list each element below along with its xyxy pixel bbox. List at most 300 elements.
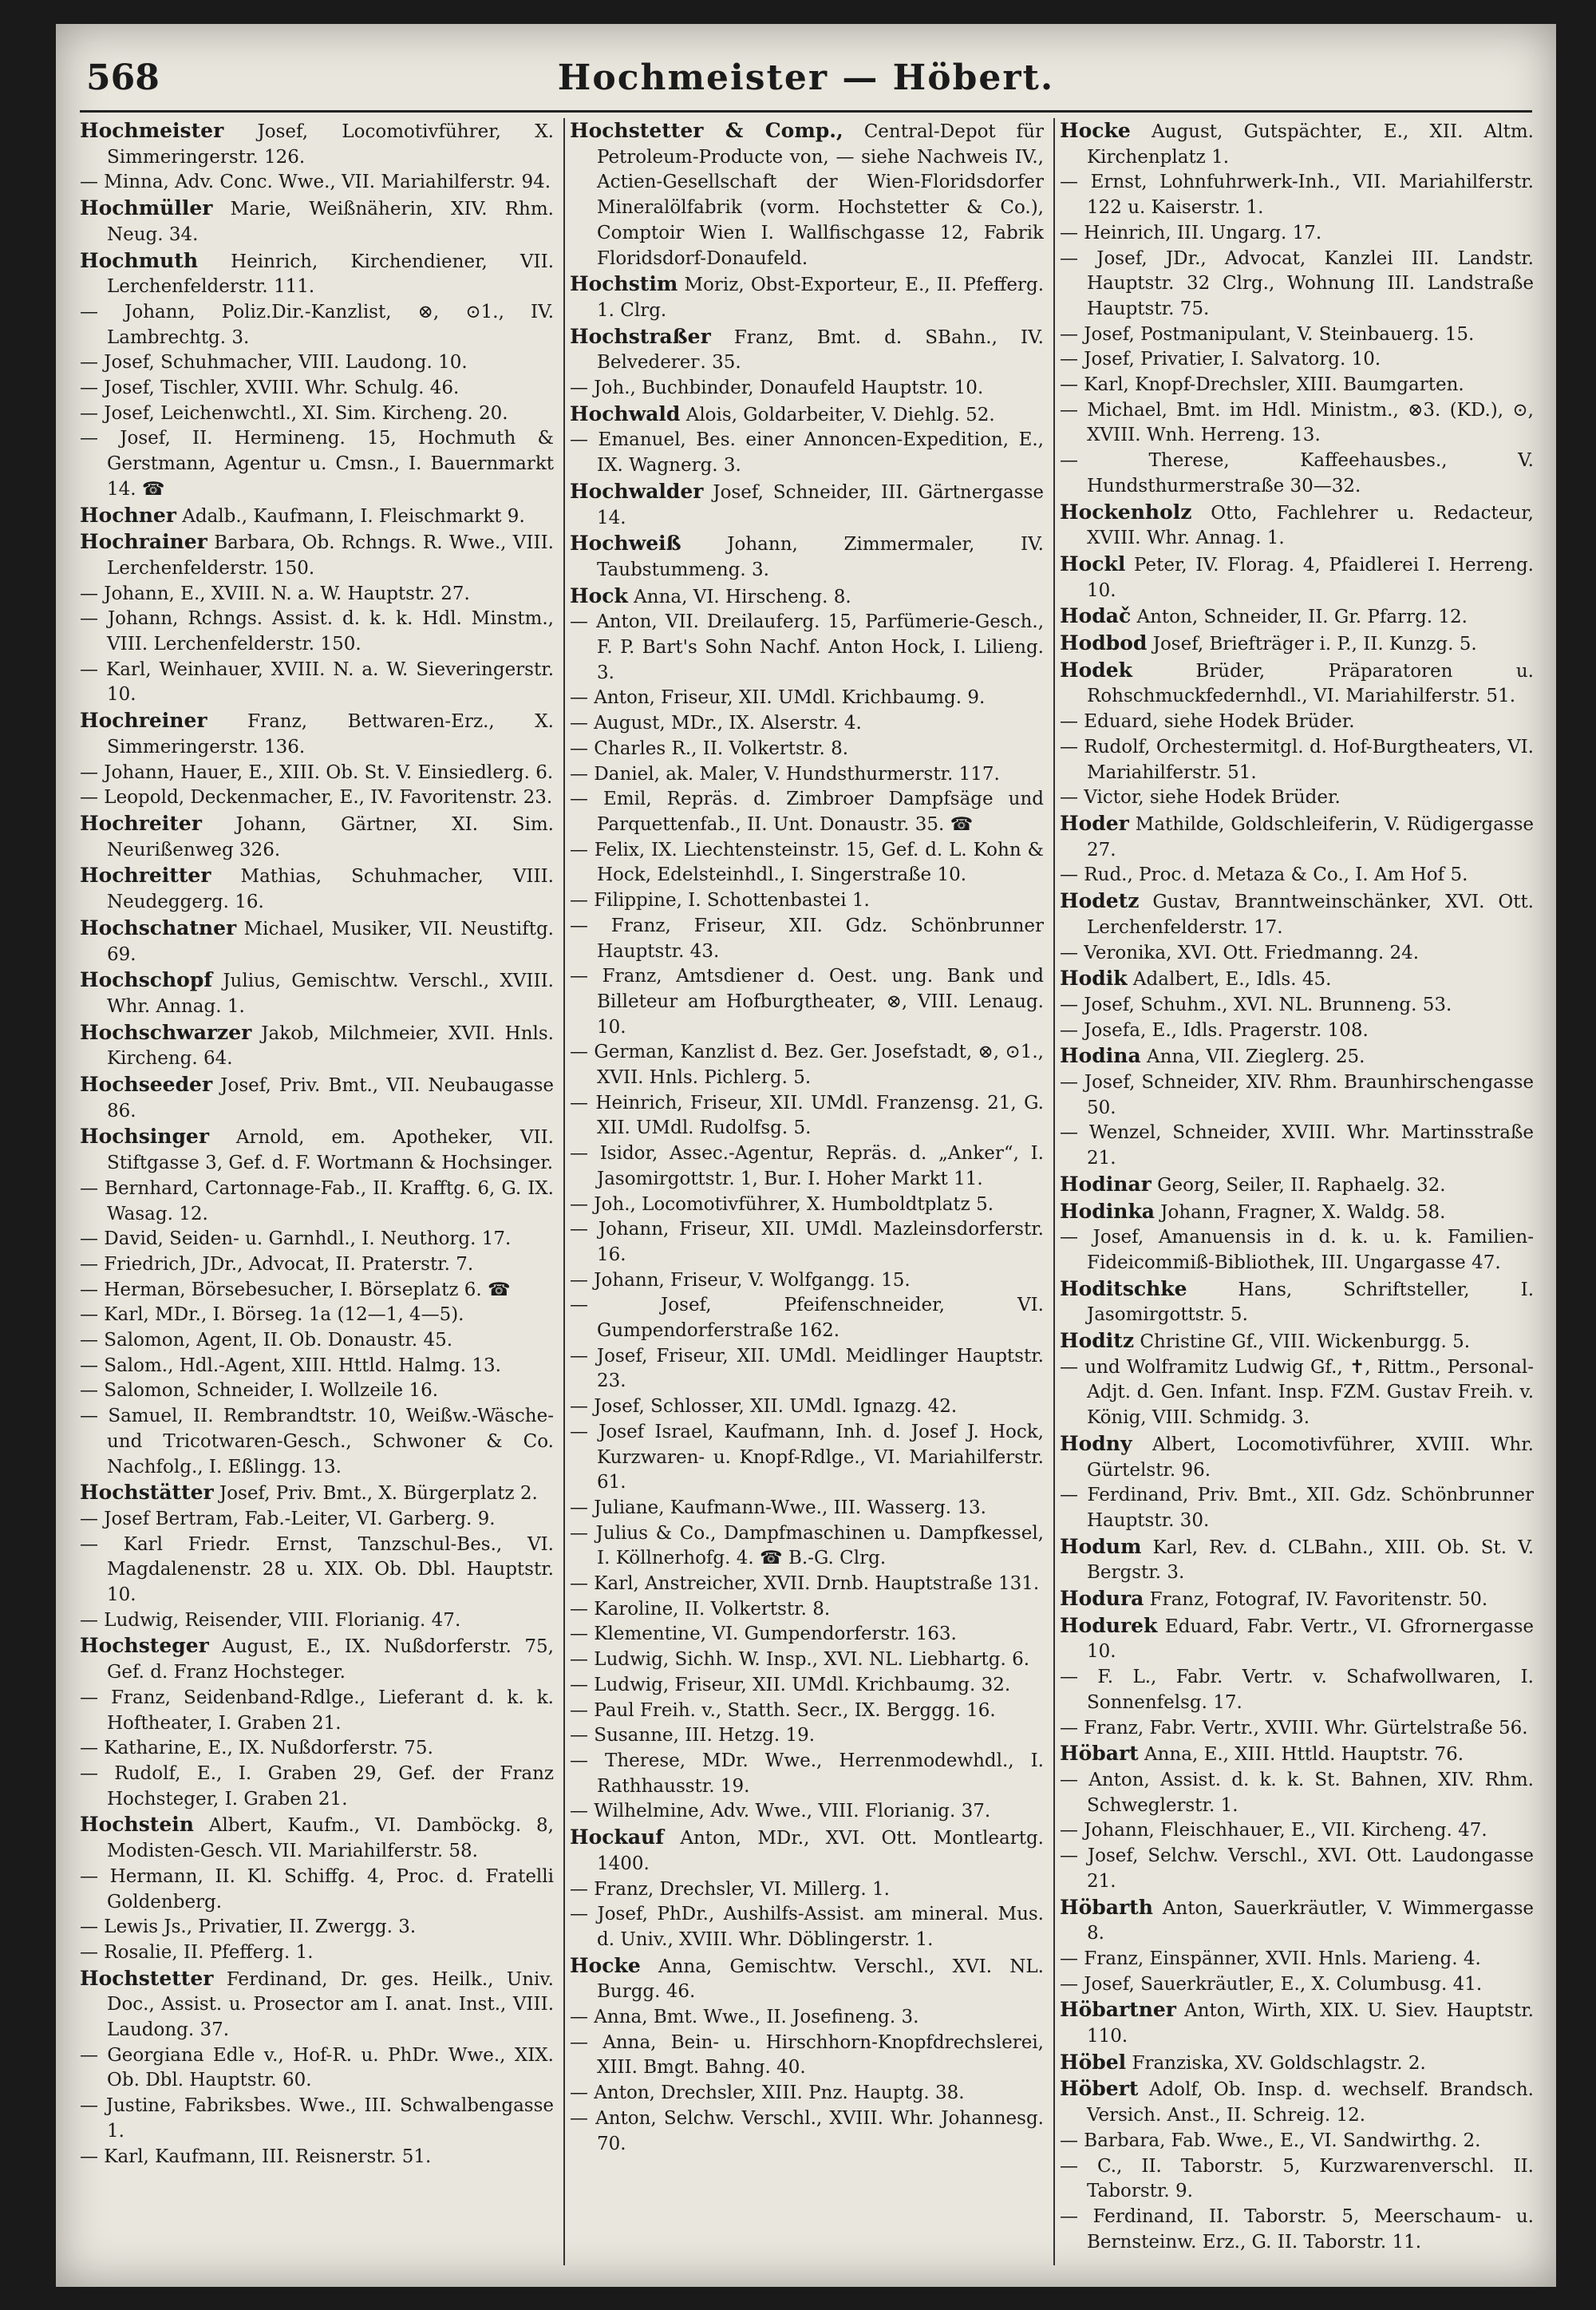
directory-entry — [1060, 993, 1534, 1019]
entry-surname: Höbert — [1060, 2077, 1139, 2101]
directory-entry — [570, 1040, 1044, 1090]
directory-entry — [1060, 710, 1534, 735]
directory-entry — [570, 1673, 1044, 1699]
entry-text: — Anton, Selchw. Verschl., XVIII. Whr. Johannesg. 70. — [570, 2107, 1044, 2154]
entry-surname: Hodina — [1060, 1044, 1141, 1068]
entry-surname: Hochschatner — [80, 916, 237, 939]
entry-text: — Anton, Assist. d. k. k. St. Bahnen, XIV. Rhm. Schweglerstr. 1. — [1060, 1770, 1534, 1816]
directory-entry — [1060, 1947, 1534, 1972]
entry-text: Albert, Kaufm., VI. Damböckg. 8, Modisten-Gesch. VII. Mariahilferstr. 58. — [107, 1815, 554, 1862]
directory-entry — [1060, 658, 1534, 710]
entry-surname: Hochweiß — [570, 532, 681, 556]
entry-surname: Hochner — [80, 503, 176, 527]
entry-text: Franziska, XV. Goldschlagstr. 2. — [1126, 2052, 1426, 2074]
entry-text: Heinrich, Kirchendiener, VII. Lerchenfelderstr. 111. — [107, 251, 554, 298]
directory-entry — [1060, 118, 1534, 170]
entry-text: — Josef, Friseur, XII. UMdl. Meidlinger Hauptstr. 23. — [570, 1345, 1044, 1392]
directory-entry — [1060, 631, 1534, 658]
directory-entry — [1060, 1483, 1534, 1533]
directory-entry — [570, 1647, 1044, 1673]
directory-entry — [1060, 941, 1534, 967]
entry-text: — Josef, Sauerkräutler, E., X. Columbusg. 41. — [1060, 1973, 1483, 1995]
entry-text: Christine Gf., VIII. Wickenburgg. 5. — [1134, 1331, 1471, 1353]
entry-text: — Julius & Co., Dampfmaschinen u. Dampfkessel, I. Köllnerhofg. 4. ☎ B.-G. Clrg. — [570, 1522, 1044, 1569]
entry-text: — Daniel, ak. Maler, V. Hundsthurmerstr. 117. — [570, 763, 1000, 785]
directory-entry — [80, 916, 554, 967]
directory-entry — [570, 762, 1044, 788]
directory-entry — [80, 1507, 554, 1533]
entry-text: — Katharine, E., IX. Nußdorferstr. 75. — [80, 1738, 433, 1759]
entry-text: Anna, VII. Zieglerg. 25. — [1140, 1046, 1365, 1068]
entry-text: — Johann, Hauer, E., XIII. Ob. St. V. Einsiedlerg. 6. — [80, 761, 554, 783]
entry-surname: Hochstetter & Comp., — [570, 119, 843, 142]
entry-text: — Josef, II. Hermineng. 15, Hochmuth & Gerstmann, Agentur u. Cmsn., I. Bauernmarkt 14. ☎ — [80, 428, 554, 500]
entry-text: Hans, Schriftsteller, I. Jasomirgottstr. 5. — [1087, 1279, 1534, 1326]
entry-surname: Hochstetter — [80, 1966, 214, 1990]
directory-entry — [1060, 2129, 1534, 2154]
directory-entry — [1060, 1199, 1534, 1226]
entry-text: Arnold, em. Apotheker, VII. Stiftgasse 3, Gef. d. F. Wortmann & Hochsinger. — [107, 1127, 554, 1174]
entry-text: August, Gutspächter, E., XII. Altm. Kirchenplatz 1. — [1087, 121, 1534, 168]
directory-entry — [1060, 322, 1534, 348]
entry-text: — Rudolf, E., I. Graben 29, Gef. der Franz Hochsteger, I. Graben 21. — [80, 1763, 554, 1810]
entry-text: — Anton, VII. Dreilauferg. 15, Parfümerie-Gesch., F. P. Bart's Sohn Nachf. Anton Hock, I. Lilieng. 3. — [570, 611, 1044, 683]
entry-text: — Ferdinand, II. Taborstr. 5, Meerschaum- u. Bernsteinw. Erz., G. II. Taborstr. 11. — [1060, 2205, 1534, 2253]
directory-entry — [570, 1193, 1044, 1218]
directory-entry — [80, 863, 554, 915]
entry-surname: Hock — [570, 583, 628, 607]
directory-entry — [80, 1124, 554, 1176]
column-1 — [80, 118, 554, 2265]
entry-surname: Hochschopf — [80, 968, 213, 992]
entry-text: — August, MDr., IX. Alserstr. 4. — [570, 713, 862, 734]
entry-surname: Hodinar — [1060, 1172, 1152, 1196]
directory-entry — [80, 1915, 554, 1940]
entry-text: — Ernst, Lohnfuhrwerk-Inh., VII. Mariahilferstr. 122 u. Kaiserstr. 1. — [1060, 172, 1534, 219]
entry-text: — Johann, Rchngs. Assist. d. k. k. Hdl. Minstm., VIII. Lerchenfelderstr. 150. — [80, 608, 554, 655]
directory-entry — [80, 1378, 554, 1404]
entry-text: — Karl, Knopf-Drechsler, XIII. Baumgarten. — [1060, 374, 1464, 396]
entry-text: Anton, Wirth, XIX. U. Siev. Hauptstr. 110. — [1087, 2000, 1534, 2047]
directory-entry — [80, 1736, 554, 1762]
entry-surname: Hodny — [1060, 1431, 1132, 1455]
entry-text: Georg, Seiler, II. Raphaelg. 32. — [1151, 1174, 1446, 1196]
directory-entry — [1060, 1121, 1534, 1171]
directory-entry — [80, 376, 554, 401]
entry-text: — Ludwig, Sichh. W. Insp., XVI. NL. Liebhartg. 6. — [570, 1649, 1030, 1671]
entry-text: — Anna, Bmt. Wwe., II. Josefineng. 3. — [570, 2007, 919, 2028]
entry-text: — Juliane, Kaufmann-Wwe., III. Wasserg. 13. — [570, 1497, 986, 1518]
directory-entry — [1060, 2205, 1534, 2255]
directory-entry — [80, 811, 554, 863]
entry-text: Gustav, Branntweinschänker, XVI. Ott. Lerchenfelderstr. 17. — [1087, 892, 1534, 938]
entry-text: — Susanne, III. Hetzg. 19. — [570, 1725, 816, 1746]
entry-text: Adalbert, E., Idls. 45. — [1127, 969, 1332, 991]
directory-entry — [80, 1762, 554, 1812]
entry-text: — Joh., Buchbinder, Donaufeld Hauptstr. 10. — [570, 378, 984, 399]
entry-surname: Hockenholz — [1060, 500, 1192, 524]
directory-entry — [80, 1252, 554, 1278]
entry-text: Julius, Gemischtw. Verschl., XVIII. Whr. Annag. 1. — [107, 971, 554, 1017]
directory-entry — [80, 401, 554, 427]
entry-text: — Josef, Tischler, XVIII. Whr. Schulg. 46. — [80, 378, 460, 399]
entry-surname: Hochreiter — [80, 811, 202, 835]
entry-text: — Franz, Seidenband-Rdlge., Lieferant d. k. k. Hoftheater, I. Graben 21. — [80, 1687, 554, 1734]
directory-entry — [1060, 221, 1534, 247]
directory-entry — [570, 531, 1044, 583]
directory-entry — [570, 583, 1044, 611]
directory-entry — [80, 196, 554, 247]
entry-text: Johann, Gärtner, XI. Sim. Neurißenweg 326. — [107, 813, 554, 860]
entry-text: Anton, Sauerkräutler, V. Wimmergasse 8. — [1087, 1897, 1534, 1944]
directory-entry — [1060, 2050, 1534, 2077]
entry-text: Josef, Schneider, III. Gärtnergasse 14. — [597, 481, 1044, 528]
entry-text: — Therese, Kaffeehausbes., V. Hundsthurmerstraße 30—32. — [1060, 450, 1534, 496]
directory-entry — [80, 1480, 554, 1507]
directory-entry — [80, 300, 554, 350]
header-rule — [80, 110, 1532, 113]
entry-text: Michael, Musiker, VII. Neustiftg. 69. — [107, 918, 554, 965]
entry-text: — Isidor, Assec.-Agentur, Repräs. d. „Anker“, I. Jasomirgottstr. 1, Bur. I. Hoher Markt 11. — [570, 1143, 1044, 1189]
directory-entry — [1060, 785, 1534, 811]
entry-text: Ferdinand, Dr. ges. Heilk., Univ. Doc., Assist. u. Prosector am I. anat. Inst., VIII. Laudong. 37. — [107, 1968, 554, 2041]
entry-text: Eduard, Fabr. Vertr., VI. Gfrornergasse 10. — [1087, 1616, 1534, 1663]
directory-entry — [570, 479, 1044, 531]
directory-entry — [80, 607, 554, 657]
directory-entry — [80, 2043, 554, 2094]
directory-entry — [80, 1303, 554, 1328]
directory-entry — [570, 1953, 1044, 2005]
entry-surname: Hochstim — [570, 272, 678, 296]
directory-entry — [80, 248, 554, 300]
entry-surname: Hodač — [1060, 604, 1132, 628]
entry-text: — Salom., Hdl.-Agent, XIII. Httld. Halmg. 13. — [80, 1355, 501, 1376]
entry-text: — Salomon, Schneider, I. Wollzeile 16. — [80, 1380, 439, 1402]
entry-surname: Hoditz — [1060, 1329, 1135, 1353]
entry-text: Anton, Schneider, II. Gr. Pfarrg. 12. — [1131, 607, 1468, 628]
directory-entry — [80, 350, 554, 376]
entry-text: — Josef, Schuhmacher, VIII. Laudong. 10. — [80, 352, 468, 374]
entry-text: — Wenzel, Schneider, XVIII. Whr. Martinsstraße 21. — [1060, 1122, 1534, 1169]
entry-text: — Hermann, II. Kl. Schiffg. 4, Proc. d. Fratelli Goldenberg. — [80, 1865, 554, 1912]
entry-text: Josef, Locomotivführer, X. Simmeringerstr. 126. — [107, 121, 554, 168]
column-divider — [1053, 118, 1055, 2265]
entry-text: — Franz, Friseur, XII. Gdz. Schönbrunner Hauptstr. 43. — [570, 915, 1044, 962]
entry-text: Brüder, Präparatoren u. Rohschmuckfedernhdl., VI. Mariahilferstr. 51. — [1087, 660, 1534, 707]
entry-text: Albert, Locomotivführer, XVIII. Whr. Gürtelstr. 96. — [1087, 1434, 1534, 1481]
entry-text: — Rosalie, II. Pfefferg. 1. — [80, 1941, 314, 1963]
entry-text: — Josef, PhDr., Aushilfs-Assist. am mineral. Mus. d. Univ., XVIII. Whr. Döblingerstr. 1. — [570, 1904, 1044, 1950]
directory-entry — [1060, 1895, 1534, 1947]
entry-text: — Josef, Schuhm., XVI. NL. Brunneng. 53. — [1060, 994, 1452, 1015]
directory-entry — [1060, 1070, 1534, 1121]
directory-entry — [1060, 1818, 1534, 1844]
entry-text: — Emil, Repräs. d. Zimbroer Dampfsäge und Parquettenfab., II. Unt. Donaustr. 35. ☎ — [570, 789, 1044, 835]
directory-entry — [1060, 1665, 1534, 1715]
entry-surname: Hochreiner — [80, 709, 207, 733]
directory-entry — [80, 1608, 554, 1634]
directory-entry — [570, 686, 1044, 711]
directory-entry — [1060, 552, 1534, 603]
page-title: Hochmeister — Höbert. — [557, 57, 1055, 98]
directory-entry — [80, 785, 554, 811]
directory-entry — [80, 1072, 554, 1124]
entry-text: — Josef Israel, Kaufmann, Inh. d. Josef J. Hock, Kurzwaren- u. Knopf-Rdlge., VI. Mariahilferstr. 61. — [570, 1421, 1044, 1493]
directory-entry — [570, 1902, 1044, 1952]
directory-entry — [1060, 1172, 1534, 1199]
directory-entry — [570, 1091, 1044, 1141]
entry-text: — Herman, Börsebesucher, I. Börseplatz 6. ☎ — [80, 1279, 511, 1300]
directory-entry — [570, 2005, 1044, 2031]
entry-text: Josef, Priv. Bmt., X. Bürgerplatz 2. — [213, 1483, 538, 1505]
entry-text: — Wilhelmine, Adv. Wwe., VIII. Florianig. 37. — [570, 1801, 991, 1822]
directory-entry — [570, 1597, 1044, 1623]
directory-entry — [570, 1799, 1044, 1825]
entry-surname: Höbel — [1060, 2050, 1127, 2074]
entry-surname: Hochstätter — [80, 1481, 214, 1505]
entry-text: — Heinrich, Friseur, XII. UMdl. Franzensg. 21, G. XII. UMdl. Rudolfsg. 5. — [570, 1092, 1044, 1139]
entry-surname: Hochmuth — [80, 248, 199, 272]
entry-text: — Veronika, XVI. Ott. Friedmanng. 24. — [1060, 942, 1420, 963]
directory-entry — [570, 964, 1044, 1040]
directory-entry — [80, 708, 554, 760]
entry-surname: Hodek — [1060, 658, 1133, 682]
entry-text: Josef, Priv. Bmt., VII. Neubaugasse 86. — [107, 1075, 554, 1121]
entry-surname: Hochsteger — [80, 1634, 209, 1658]
entry-text: — Johann, Poliz.Dir.-Kanzlist, ⊗, ⊙1., IV. Lambrechtg. 3. — [80, 301, 554, 348]
entry-text: — Josef, Amanuensis in d. k. u. k. Familien-Fideicommiß-Bibliothek, III. Ungargasse 47. — [1060, 1227, 1534, 1273]
directory-entry — [1060, 373, 1534, 398]
entry-text: — Johann, Fleischhauer, E., VII. Kircheng. 47. — [1060, 1820, 1487, 1841]
entry-text: Adalb., Kaufmann, I. Fleischmarkt 9. — [176, 505, 525, 527]
entry-text: — Franz, Fabr. Vertr., XVIII. Whr. Gürtelstraße 56. — [1060, 1717, 1528, 1738]
entry-text: Anna, Gemischtw. Verschl., XVI. NL. Burgg. 46. — [597, 1956, 1044, 2003]
directory-entry — [1060, 1276, 1534, 1328]
entry-surname: Hochmeister — [80, 119, 224, 142]
entry-surname: Höbart — [1060, 1742, 1139, 1766]
directory-entry — [80, 529, 554, 581]
directory-entry — [570, 1877, 1044, 1903]
entry-surname: Höbartner — [1060, 1998, 1176, 2022]
column-3 — [1060, 118, 1534, 2265]
directory-entry — [1060, 1019, 1534, 1044]
entry-text: — Bernhard, Cartonnage-Fab., II. Krafftg. 6, G. IX. Wasag. 12. — [80, 1177, 554, 1224]
entry-text: — Josef, Postmanipulant, V. Steinbauerg. 15. — [1060, 323, 1475, 345]
directory-entry — [1060, 888, 1534, 940]
entry-text: — David, Seiden- u. Garnhdl., I. Neuthorg. 17. — [80, 1228, 512, 1250]
entry-text: — Anton, Drechsler, XIII. Pnz. Hauptg. 38. — [570, 2083, 965, 2104]
directory-entry — [1060, 966, 1534, 993]
entry-text: — Felix, IX. Liechtensteinstr. 15, Gef. d. L. Kohn & Hock, Edelsteinhdl., I. Singerstraße 10. — [570, 839, 1044, 886]
entry-text: — Barbara, Fab. Wwe., E., VI. Sandwirthg. 2. — [1060, 2130, 1481, 2151]
directory-entry — [80, 761, 554, 786]
directory-entry — [1060, 2154, 1534, 2205]
column-2 — [570, 118, 1044, 2265]
directory-entry — [80, 1227, 554, 1252]
directory-entry — [80, 1354, 554, 1379]
directory-entry — [80, 426, 554, 502]
directory-entry — [80, 1966, 554, 2043]
entry-surname: Hochrainer — [80, 530, 207, 554]
directory-entry — [1060, 500, 1534, 552]
entry-text: — German, Kanzlist d. Bez. Ger. Josefstadt, ⊗, ⊙1., XVII. Hnls. Pichlerg. 5. — [570, 1042, 1044, 1089]
entry-surname: Hocke — [1060, 119, 1131, 142]
directory-entry — [1060, 247, 1534, 322]
entry-text: — Josef Bertram, Fab.-Leiter, VI. Garberg. 9. — [80, 1508, 496, 1529]
directory-entry — [80, 1278, 554, 1303]
entry-surname: Hochsinger — [80, 1125, 209, 1149]
directory-entry — [570, 1293, 1044, 1343]
directory-entry — [80, 1686, 554, 1736]
entry-text: — Karl, Weinhauer, XVIII. N. a. W. Sieveringerstr. 10. — [80, 659, 554, 706]
directory-entry — [570, 711, 1044, 737]
directory-entry — [1060, 1225, 1534, 1276]
entry-surname: Hodurek — [1060, 1613, 1158, 1637]
directory-entry — [1060, 1355, 1534, 1431]
entry-text: Marie, Weißnäherin, XIV. Rhm. Neug. 34. — [107, 199, 554, 245]
directory-entry — [80, 2145, 554, 2170]
directory-entry — [1060, 863, 1534, 888]
directory-entry — [80, 658, 554, 708]
directory-entry — [80, 582, 554, 607]
entry-surname: Hochreitter — [80, 864, 211, 888]
entry-surname: Hodbod — [1060, 631, 1148, 655]
entry-text: — Paul Freih. v., Statth. Secr., IX. Berggg. 16. — [570, 1699, 996, 1721]
entry-text: August, E., IX. Nußdorferstr. 75, Gef. d. Franz Hochsteger. — [107, 1636, 554, 1683]
directory-entry — [80, 1533, 554, 1608]
entry-text: — Josef, JDr., Advocat, Kanzlei III. Landstr. Hauptstr. 32 Clrg., Wohnung III. Landstraße Hauptstr. 75. — [1060, 247, 1534, 319]
entry-text: Anna, E., XIII. Httld. Hauptstr. 76. — [1138, 1744, 1464, 1766]
entry-surname: Hochwalder — [570, 479, 704, 503]
directory-entry — [570, 1217, 1044, 1268]
entry-text: Central-Depot für Petroleum-Producte von, — siehe Nachweis IV., Actien-Gesellschaft der Wien-Floridsdorfer Mineralölfabrik (vorm. Hochstetter & Co.), Comptoir Wien I. Wallfischgasse 12, Fabrik Floridsdorf-Donaufeld. — [597, 121, 1044, 269]
directory-entry — [80, 1020, 554, 1072]
entry-text: — Franz, Drechsler, VI. Millerg. 1. — [570, 1878, 890, 1900]
directory-entry — [80, 967, 554, 1019]
entry-text: — Karl, Kaufmann, III. Reisnerstr. 51. — [80, 2146, 432, 2167]
entry-text: — Josef, Schlosser, XII. UMdl. Ignazg. 42. — [570, 1396, 958, 1418]
entry-text: Franz, Bmt. d. SBahn., IV. Belvederег. 35. — [597, 326, 1044, 374]
directory-entry — [1060, 398, 1534, 449]
directory-entry — [1060, 1844, 1534, 1894]
entry-text: — Johann, E., XVIII. N. a. W. Hauptstr. 27. — [80, 583, 470, 604]
entry-text: — Josef, Selchw. Verschl., XVI. Ott. Laudongasse 21. — [1060, 1845, 1534, 1892]
directory-entry — [1060, 1431, 1534, 1483]
entry-text: — Rud., Proc. d. Metaza & Co., I. Am Hof 5. — [1060, 864, 1468, 886]
entry-surname: Hodura — [1060, 1587, 1144, 1611]
entry-surname: Hochwald — [570, 401, 681, 425]
directory-entry — [1060, 1613, 1534, 1665]
entry-text: — Emanuel, Bes. einer Annoncen-Expedition, E., IX. Wagnerg. 3. — [570, 429, 1044, 477]
directory-entry — [80, 1865, 554, 1915]
directory-entry — [570, 1572, 1044, 1597]
directory-entry — [80, 170, 554, 196]
directory-entry — [570, 1622, 1044, 1647]
directory-entry — [1060, 449, 1534, 499]
page-number: 568 — [86, 57, 160, 98]
entry-text: Otto, Fachlehrer u. Redacteur, XVIII. Whr. Annag. 1. — [1087, 502, 1534, 549]
directory-entry — [570, 1496, 1044, 1521]
entry-surname: Hochschwarzer — [80, 1020, 252, 1044]
entry-text: — Karl Friedr. Ernst, Tanzschul-Bes., VI. Magdalenenstr. 28 u. XIX. Ob. Dbl. Hauptstr. 10. — [80, 1533, 554, 1606]
entry-text: — Johann, Friseur, XII. UMdl. Mazleinsdorferstr. 16. — [570, 1219, 1044, 1265]
entry-text: — Anna, Bein- u. Hirschhorn-Knopfdrechslerei, XIII. Bmgt. Bahng. 40. — [570, 2031, 1044, 2079]
entry-text: Franz, Fotograf, IV. Favoritenstr. 50. — [1144, 1589, 1488, 1611]
column-divider — [563, 118, 565, 2265]
directory-entry — [1060, 1997, 1534, 2049]
entry-text: Anna, VI. Hirscheng. 8. — [627, 586, 851, 607]
directory-entry — [1060, 603, 1534, 631]
directory-entry — [570, 2031, 1044, 2081]
entry-text: — Salomon, Agent, II. Ob. Donaustr. 45. — [80, 1330, 453, 1351]
directory-entry — [570, 2081, 1044, 2106]
entry-text: — Joh., Locomotivführer, X. Humboldtplatz 5. — [570, 1193, 994, 1215]
entry-text: — Ludwig, Friseur, XII. UMdl. Krichbaumg. 32. — [570, 1674, 1011, 1695]
entry-text: — Johann, Friseur, V. Wolfgangg. 15. — [570, 1269, 911, 1291]
entry-text: — C., II. Taborstr. 5, Kurzwarenverschl. II. Taborstr. 9. — [1060, 2155, 1534, 2202]
directory-entry — [570, 1344, 1044, 1394]
directory-entry — [570, 1749, 1044, 1799]
entry-text: Barbara, Ob. Rchngs. R. Wwe., VIII. Lerchenfelderstr. 150. — [107, 532, 554, 579]
directory-entry — [80, 503, 554, 530]
entry-text: — Josef, Pfeifenschneider, VI. Gumpendorferstraße 162. — [570, 1295, 1044, 1342]
entry-surname: Hoder — [1060, 811, 1129, 835]
entry-surname: Hodetz — [1060, 889, 1140, 913]
directory-page — [56, 24, 1556, 2287]
entry-text: — Ludwig, Reisender, VIII. Florianig. 47. — [80, 1609, 461, 1631]
directory-entry — [570, 787, 1044, 837]
directory-entry — [80, 1633, 554, 1685]
entry-text: — Josefa, E., Idls. Pragerstr. 108. — [1060, 1019, 1369, 1041]
directory-entry — [570, 428, 1044, 478]
entry-text: — Victor, siehe Hodek Brüder. — [1060, 787, 1341, 809]
entry-text: — Samuel, II. Rembrandtstr. 10, Weißw.-Wäsche- und Tricotwaren-Gesch., Schwoner & Co. Nachfolg., I. Eßlingg. 13. — [80, 1406, 554, 1477]
directory-entry — [570, 1268, 1044, 1294]
directory-entry — [1060, 1534, 1534, 1586]
entry-text: — Franz, Amtsdiener d. Oest. ung. Bank und Billeteur am Hofburgtheater, ⊗, VIII. Lenaug. 10. — [570, 966, 1044, 1038]
entry-text: — Karl, MDr., I. Börseg. 1a (12—1, 4—5). — [80, 1304, 464, 1326]
directory-entry — [80, 1177, 554, 1227]
directory-entry — [570, 324, 1044, 376]
entry-text: — Heinrich, III. Ungarg. 17. — [1060, 222, 1322, 243]
directory-entry — [570, 1723, 1044, 1749]
directory-entry — [1060, 347, 1534, 373]
directory-entry — [80, 1812, 554, 1864]
entry-text: — Georgiana Edle v., Hof-R. u. PhDr. Wwe., XIX. Ob. Dbl. Hauptstr. 60. — [80, 2044, 554, 2091]
entry-text: — Karl, Anstreicher, XVII. Drnb. Hauptstraße 131. — [570, 1573, 1040, 1595]
entry-surname: Hochseeder — [80, 1073, 213, 1097]
directory-entry — [570, 1394, 1044, 1420]
directory-entry — [570, 1521, 1044, 1572]
directory-entry — [1060, 1768, 1534, 1818]
entry-text: — Franz, Einspänner, XVII. Hnls. Marieng. 4. — [1060, 1948, 1481, 1969]
directory-entry — [570, 401, 1044, 429]
entry-text: Mathilde, Goldschleiferin, V. Rüdigergasse 27. — [1087, 813, 1534, 860]
directory-entry — [80, 1328, 554, 1354]
entry-text: — Lewis Js., Privatier, II. Zwergg. 3. — [80, 1916, 417, 1938]
directory-entry — [1060, 170, 1534, 220]
entry-text: — Anton, Friseur, XII. UMdl. Krichbaumg. 9. — [570, 687, 986, 709]
entry-surname: Höbarth — [1060, 1895, 1153, 1919]
entry-surname: Hoditschke — [1060, 1276, 1187, 1300]
entry-text: — Josef, Schneider, XIV. Rhm. Braunhirschengasse 50. — [1060, 1072, 1534, 1118]
directory-entry — [1060, 1586, 1534, 1613]
entry-text: Johann, Fragner, X. Waldg. 58. — [1154, 1201, 1446, 1223]
directory-entry — [1060, 811, 1534, 863]
entry-text: — Therese, MDr. Wwe., Herrenmodewhdl., I. Rathhausstr. 19. — [570, 1750, 1044, 1797]
entry-text: — Filippine, I. Schottenbastei 1. — [570, 890, 870, 912]
directory-entry — [1060, 1043, 1534, 1070]
